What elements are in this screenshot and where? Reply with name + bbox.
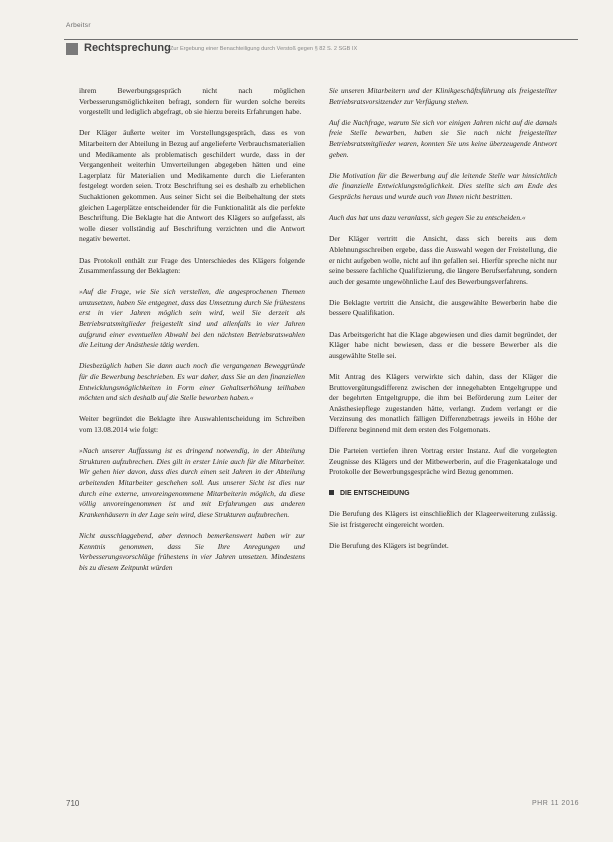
heading-text: DIE ENTSCHEIDUNG [340, 489, 410, 497]
quoted-paragraph: Die Motivation für die Bewerbung auf die leitende Stelle war hinsichtlich die finanzielle Entwicklungsmöglichkeit. Dies stellte sich am Ende des Gesprächs heraus und wurde auch von Ihnen nicht bestritten. [329, 170, 557, 201]
right-column [329, 86, 557, 562]
paragraph: Das Protokoll enthält zur Frage des Unterschiedes des Klägers folgende Zusammenfassung der Beklagten: [79, 255, 305, 276]
magazine-issue: PHR 11 2016 [531, 800, 579, 807]
quoted-paragraph: Diesbezüglich haben Sie dann auch noch die vergangenen Beweggründe für die Bewerbung beschrieben. Es war daher, dass Sie an den finanziellen Entwicklungsmöglichkeiten in Form einer Gehaltserhöhung teilhaben möchten und sich deshalb auf die Stelle beworben haben.« [79, 361, 305, 403]
paragraph: Der Kläger vertritt die Ansicht, dass sich bereits aus dem Ablehnungsschreiben ergebe, dass die Auswahl wegen der Freistellung, die er nicht aufgeben wolle, nicht auf ihn gefallen sei. Hierfür spreche nicht nur seine bessere fachliche Qualifizierung, die längere Berufserfahrung, sondern auch der gesamte ungewöhnliche Lauf des Bewerbungsverfahrens. [329, 234, 557, 286]
left-column [79, 86, 305, 584]
quoted-paragraph: Auch das hat uns dazu veranlasst, sich gegen Sie zu entscheiden.« [329, 213, 526, 223]
paragraph: Die Beklagte vertritt die Ansicht, die ausgewählte Bewerberin habe die bessere Qualifikation. [329, 297, 557, 318]
header-marker [66, 43, 78, 55]
quoted-paragraph: Auf die Nachfrage, warum Sie sich vor einigen Jahren nicht auf die damals freie Stelle bewarben, haben sie Sie nach nicht freigestellter Betriebsratsmitglieder waren, konnten Sie uns keine überzeugende Antwort geben. [329, 117, 557, 159]
paragraph: Der Kläger äußerte weiter im Vorstellungsgespräch, dass es von Mitarbeitern der Abteilung in Bezug auf angelieferte Verbrauchsmaterialien und Medikamente als problematisch geschildert wurde, dass in der Vergangenheit weiterhin Umverteilungen abgegeben hätten und eine Lagerplatz für Materialien und Medikamente durch die Lieferanten festgelegt worden seien. Trotz Beschriftung sei es deshalb zu erheblichen Suchaktionen gekommen. Aus seiner Sicht sei die Beibehaltung der stets gleichen Lagerplätze entscheidender für die Funktionalität als die perfekte Beschriftung. Die Beklagte hat die Antwort des Klägers so aufgefasst, als wolle dieser vollständig auf Beschriftung verzichten und die Antwort negativ bewertet. [79, 128, 305, 244]
paragraph: Die Berufung des Klägers ist einschließlich der Klageerweiterung zulässig. Sie ist fristgerecht eingereicht worden. [329, 509, 557, 529]
section-label: Arbeitsr [66, 22, 91, 29]
paragraph: Mit Antrag des Klägers verwirkte sich dahin, dass der Kläger die Bruttovergütungsdifferenz zwischen der innegehabten Entgeltgruppe und der begehrten Entgeltgruppe, die ihm bei Beförderung zum Leiter der Anästhesiepflege zugestanden hätte, verlangt. Zudem verlangt er die Verzinsung des monatlich fälligen Differenzbetrags jeweils in Höhe der Differenz beginnend mit dem ersten des Folgemonats. [329, 372, 557, 434]
page-title: Rechtsprechung [84, 42, 171, 54]
paragraph: Die Berufung des Klägers ist begründet. [329, 540, 449, 550]
paragraph: Weiter begründet die Beklagte ihre Auswahlentscheidung im Schreiben vom 13.08.2014 wie folgt: [79, 414, 305, 434]
quoted-paragraph: Nicht ausschlaggebend, aber dennoch bemerkenswert haben wir zur Kenntnis genommen, dass Sie Ihre Anregungen und Verbesserungsvorschläge frühestens in vier Jahren umsetzen. Mindestens bis zu diesem Zeitpunkt würden [79, 530, 305, 572]
quoted-paragraph: »Auf die Frage, wie Sie sich verstellen, die angesprochenen Themen umzusetzen, haben Sie entgegnet, dass das Umsetzung durch Sie frühestens erst in vier Jahren möglich sein wird, weil Sie derzeit als Betriebsratsmitglieder freigestellt sind und allenfalls in vier Jahren aufgrund einer eventuellen Abwahl bei den nächsten Betriebsratswahlen die Leitung der Anästhesie tätig werden. [79, 287, 305, 350]
quoted-paragraph: Sie unseren Mitarbeitern und der Klinikgeschäftsführung als freigestellter Betriebsratsvorsitzender zur Verfügung stehen. [329, 86, 557, 106]
page-subtitle: Zur Ergebung einer Benachteiligung durch Verstoß gegen § 82 S. 2 SGB IX [170, 46, 358, 52]
paragraph: Das Arbeitsgericht hat die Klage abgewiesen und dies damit begründet, der Kläger habe nicht bewiesen, dass er die bessere Bewerber als die ausgewählte Stelle sei. [329, 329, 557, 360]
header-rule [64, 39, 578, 40]
paragraph: ihrem Bewerbungsgespräch nicht nach möglichen Verbesserungsmöglichkeiten befragt, sondern für wurden solche bereits vorgestellt und lediglich abgefragt, ob sie hierzu bereits Erfahrungen habe. [79, 86, 305, 117]
section-heading [329, 489, 557, 500]
heading-marker [329, 490, 334, 495]
page-number: 710 [66, 799, 80, 808]
quoted-paragraph: »Nach unserer Auffassung ist es dringend notwendig, in der Abteilung Strukturen aufzubrechen. Dies gilt in erster Linie auch für die Mitarbeiter. Wir gehen hier davon, dass dies durch einen seit Jahren in der Abteilung arbeitenden Mitarbeiter geschehen soll. Aus unserer Sicht ist dies nur durch eine externe, unvoreingenommene Mitarbeiterin möglich, da diese völlig unvoreingenommen ist und mit Erfahrungen aus anderen Krankenhäusern in der Lage sein wird, diese Strukturen aufzubrechen. [79, 446, 305, 519]
paragraph: Die Parteien vertiefen ihren Vortrag erster Instanz. Auf die vorgelegten Zeugnisse des Klägers und der Mitbewerberin, auf die Fragenkataloge und Protokolle der Bewerbungsgespräche wird Bezug genommen. [329, 446, 557, 477]
